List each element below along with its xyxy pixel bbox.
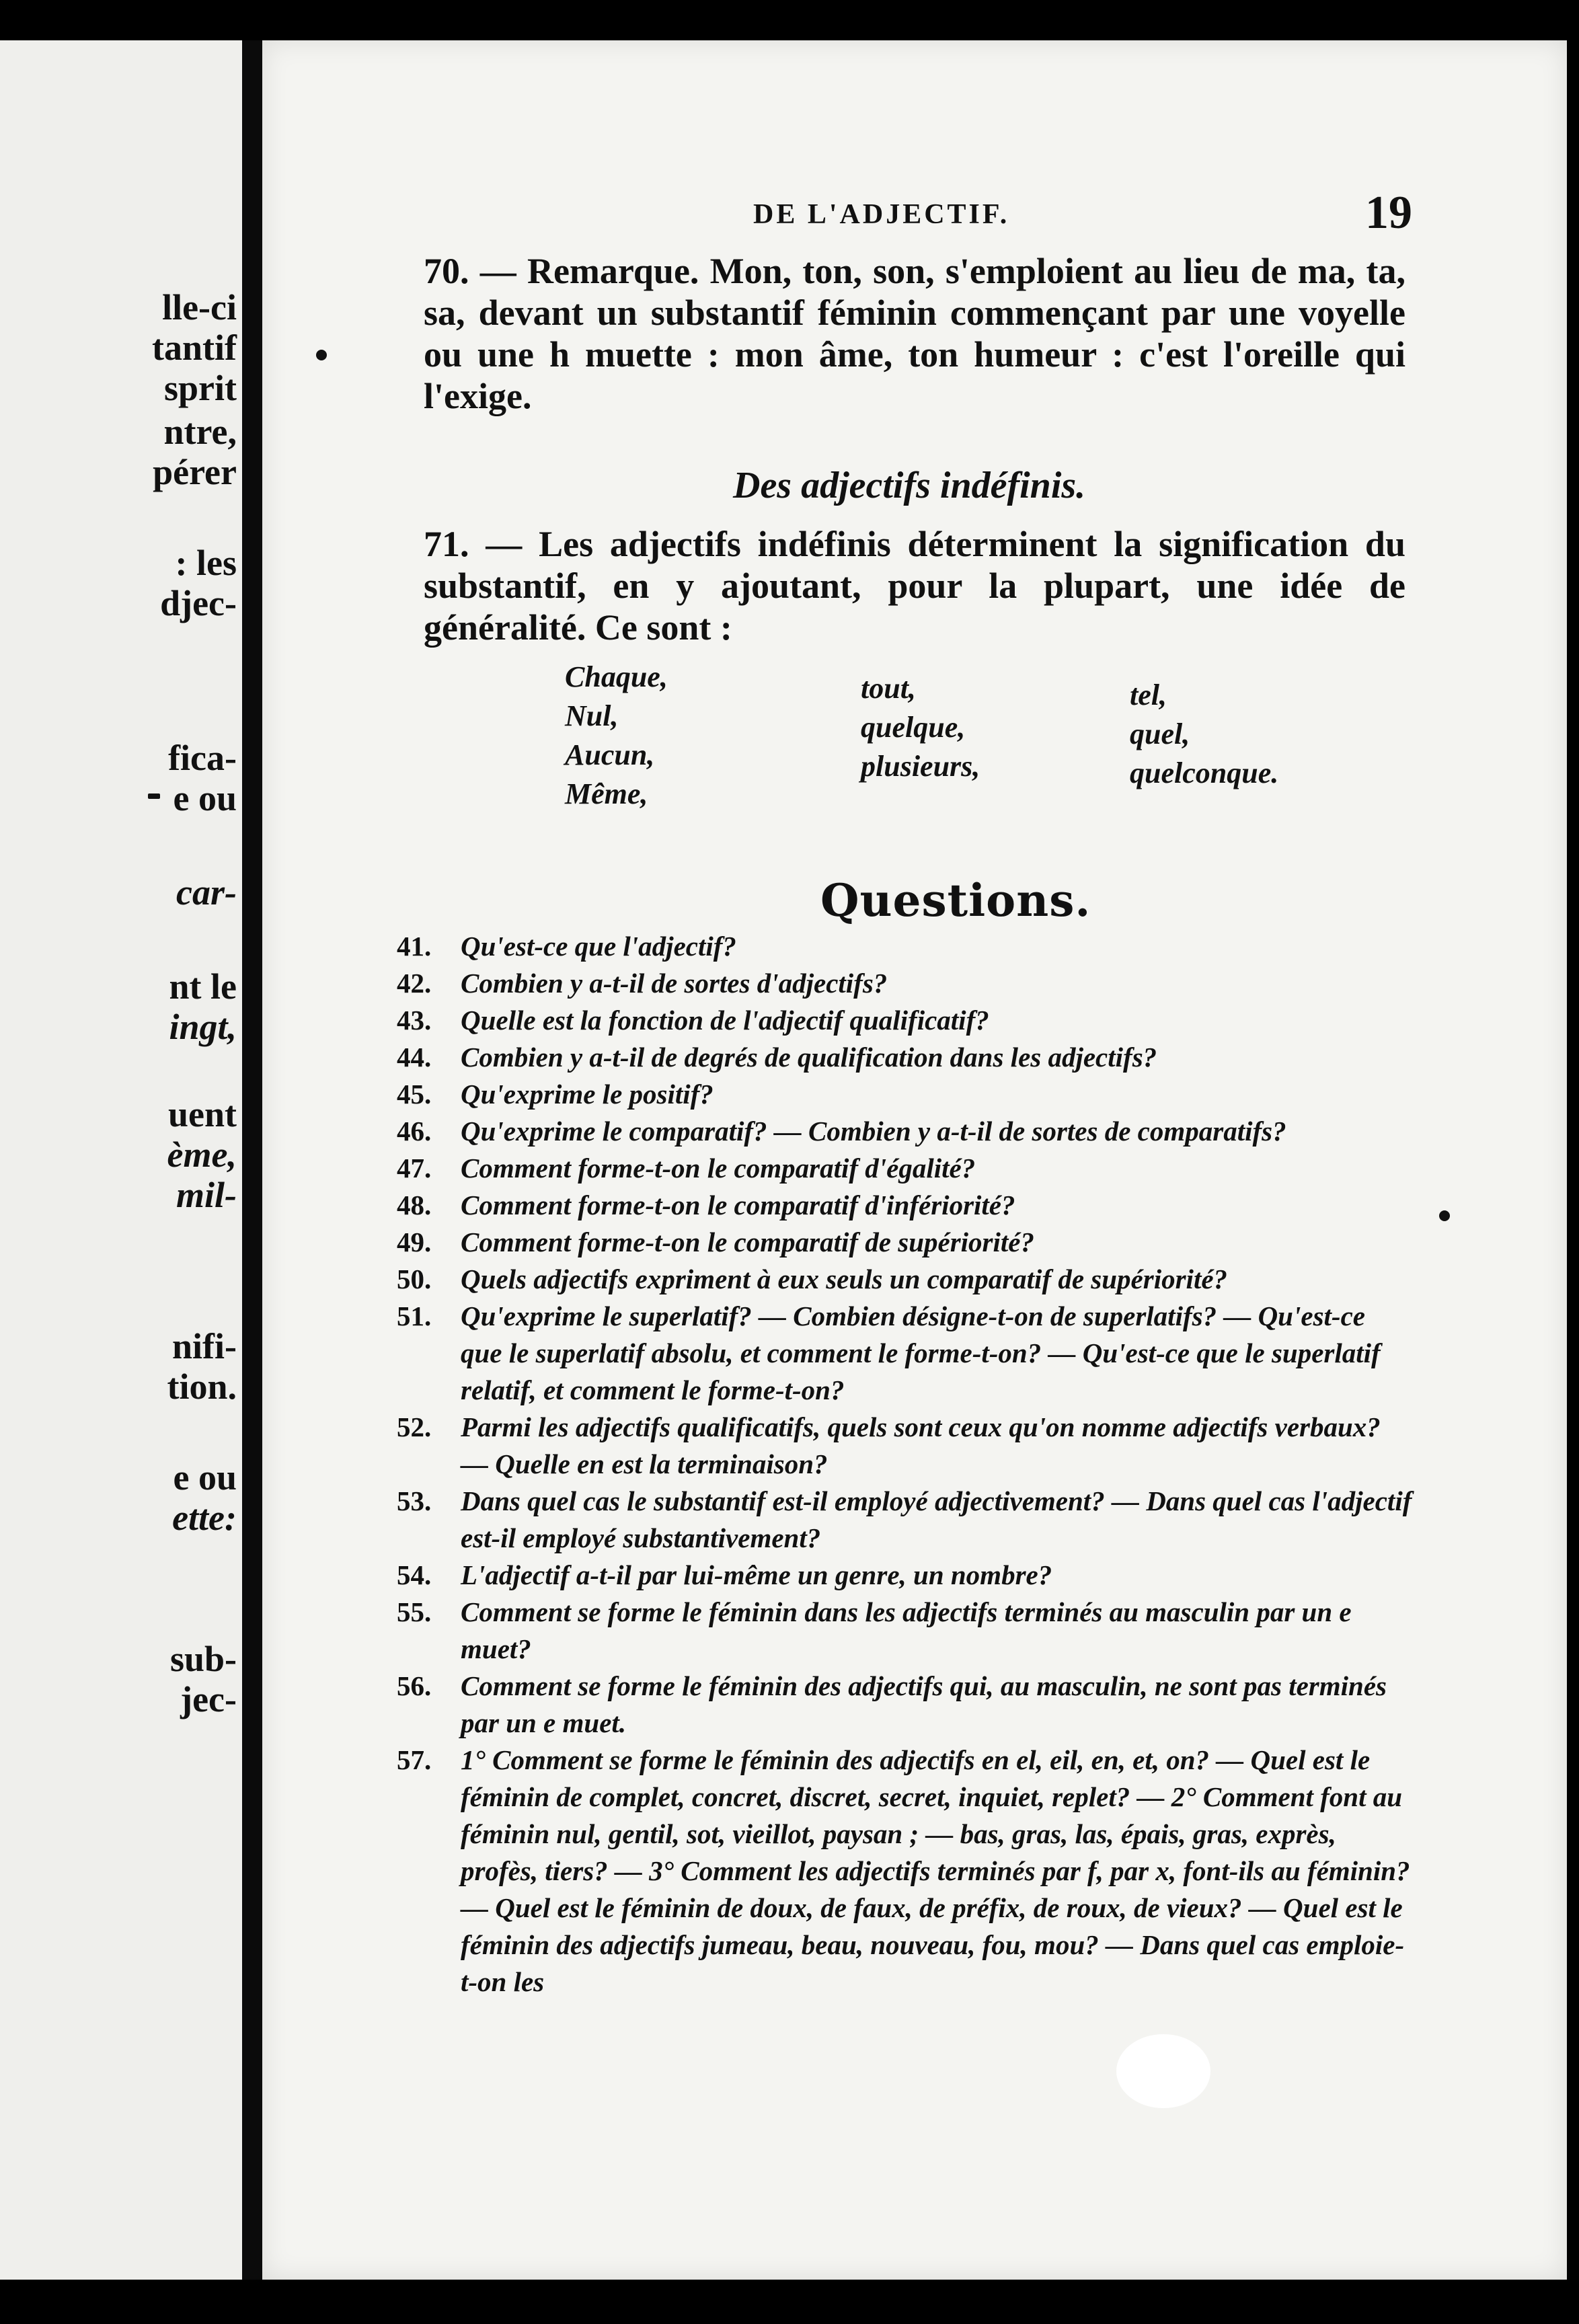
previous-page-fragment: car- bbox=[176, 872, 237, 913]
paragraph-70-text: Mon, ton, son, s'emploient au lieu de ma, ta, sa, devant un substantif féminin commençant par une voyelle ou une h muette : mon âme, ton humeur : c'est l'oreille qui l'exige. bbox=[424, 251, 1405, 416]
question-number: 47. bbox=[397, 1153, 432, 1184]
question-text: Qu'est-ce que l'adjectif? bbox=[461, 931, 736, 962]
previous-page-fragment: e ou bbox=[173, 778, 237, 818]
question-text: 1° Comment se forme le féminin des adjectifs en el, eil, en, et, on? — Quel est le féminin de complet, concret, discret, secret, inquiet, replet? — 2° Comment font au féminin nul, gentil, sot, vieillot, paysan ; — bas, gras, las, épais, gras, exprès, profès, tiers? — 3° Comment les adjectifs terminés par f, par x, font-ils au féminin? — Quel est le féminin de doux, de faux, de préfix, de roux, de vieux? — Quel est le féminin des adjectifs jumeau, beau, nouveau, fou, mou? — Dans quel cas emploie-t-on les bbox=[461, 1744, 1410, 1997]
adjective-item: quelque, bbox=[861, 711, 966, 744]
question-number: 44. bbox=[397, 1042, 432, 1073]
book-gutter bbox=[242, 40, 262, 2280]
question-number: 43. bbox=[397, 1005, 432, 1036]
question-number: 54. bbox=[397, 1559, 432, 1590]
adjective-item: plusieurs, bbox=[861, 750, 980, 783]
adjective-item: quelconque. bbox=[1130, 757, 1279, 789]
question-text: Combien y a-t-il de sortes d'adjectifs? bbox=[461, 968, 888, 999]
questions-heading: Questions. bbox=[820, 874, 1091, 927]
previous-page-fragment: : les bbox=[175, 543, 237, 583]
question-number: 41. bbox=[397, 931, 432, 962]
section-subheading: Des adjectifs indéfinis. bbox=[733, 465, 1086, 506]
page-number: 19 bbox=[1365, 187, 1412, 239]
paragraph-71 bbox=[424, 523, 1405, 648]
running-title: DE L'ADJECTIF. bbox=[753, 199, 1010, 230]
question-number: 57. bbox=[397, 1744, 432, 1775]
question-number: 53. bbox=[397, 1485, 432, 1516]
previous-page-fragment: ntre, bbox=[163, 412, 237, 452]
ink-spot bbox=[1439, 1210, 1450, 1221]
previous-page-fragment: tantif bbox=[152, 327, 237, 368]
question-text: Qu'exprime le superlatif? — Combien désigne-t-on de superlatifs? — Qu'est-ce que le superlatif absolu, et comment le forme-t-on? — Qu'est-ce que le superlatif relatif, et comment le forme-t-on? bbox=[461, 1301, 1381, 1405]
question-text: Comment se forme le féminin dans les adjectifs terminés au masculin par un e muet? bbox=[461, 1596, 1352, 1664]
question-item bbox=[397, 1187, 1412, 1224]
adjective-item: Aucun, bbox=[565, 738, 655, 771]
adjective-column-2 bbox=[861, 669, 980, 786]
question-item bbox=[397, 1742, 1412, 2001]
adjective-item: Chaque, bbox=[565, 660, 668, 693]
question-text: Comment forme-t-on le comparatif de supériorité? bbox=[461, 1227, 1034, 1257]
adjective-item: Même, bbox=[565, 777, 648, 810]
adjective-item: tel, bbox=[1130, 679, 1167, 711]
question-item bbox=[397, 928, 1412, 965]
previous-page-fragment: pérer bbox=[153, 452, 237, 492]
paragraph-71-text: Les adjectifs indéfinis déterminent la signification du substantif, en y ajoutant, pour la plupart, une idée de généralité. Ce sont : bbox=[424, 524, 1405, 648]
question-text: Parmi les adjectifs qualificatifs, quels sont ceux qu'on nomme adjectifs verbaux? — Quelle en est la terminaison? bbox=[461, 1411, 1381, 1479]
paper-stain bbox=[1116, 2034, 1210, 2108]
question-text: Comment forme-t-on le comparatif d'égalité? bbox=[461, 1153, 976, 1184]
question-number: 48. bbox=[397, 1190, 432, 1221]
adjective-item: tout, bbox=[861, 672, 916, 705]
previous-page-fragment: sprit bbox=[164, 368, 237, 408]
question-item bbox=[397, 1594, 1412, 1668]
question-text: Dans quel cas le substantif est-il employé adjectivement? — Dans quel cas l'adjectif est-il employé substantivement? bbox=[461, 1485, 1412, 1553]
previous-page-fragment: fica- bbox=[168, 738, 237, 778]
question-item bbox=[397, 1076, 1412, 1113]
question-number: 42. bbox=[397, 968, 432, 999]
previous-page-fragment: e ou bbox=[173, 1457, 237, 1498]
previous-page-fragment: lle-ci bbox=[162, 287, 237, 327]
previous-page-fragment: sub- bbox=[169, 1639, 237, 1679]
previous-page-fragment: mil- bbox=[176, 1175, 237, 1215]
question-number: 56. bbox=[397, 1670, 432, 1701]
question-number: 49. bbox=[397, 1227, 432, 1257]
question-item bbox=[397, 1298, 1412, 1409]
question-item bbox=[397, 1113, 1412, 1150]
question-number: 46. bbox=[397, 1116, 432, 1147]
ink-spot bbox=[316, 350, 327, 360]
question-number: 55. bbox=[397, 1596, 432, 1627]
previous-page-fragment: ingt, bbox=[169, 1007, 237, 1047]
previous-page-fragment: nt le bbox=[169, 966, 237, 1007]
previous-page-fragment: uent bbox=[167, 1094, 237, 1134]
question-text: Qu'exprime le positif? bbox=[461, 1079, 714, 1110]
scan-border bbox=[0, 2280, 1579, 2324]
question-text: Qu'exprime le comparatif? — Combien y a-t-il de sortes de comparatifs? bbox=[461, 1116, 1286, 1147]
previous-page-strip bbox=[0, 40, 242, 2280]
question-text: Quels adjectifs expriment à eux seuls un comparatif de supériorité? bbox=[461, 1264, 1228, 1294]
question-item bbox=[397, 1483, 1412, 1557]
question-item bbox=[397, 1261, 1412, 1298]
question-text: Comment se forme le féminin des adjectifs qui, au masculin, ne sont pas terminés par un e muet. bbox=[461, 1670, 1387, 1738]
paragraph-70 bbox=[424, 250, 1405, 417]
questions-list bbox=[397, 928, 1412, 2001]
question-number: 51. bbox=[397, 1301, 432, 1331]
adjective-item: quel, bbox=[1130, 718, 1190, 750]
question-number: 52. bbox=[397, 1411, 432, 1442]
question-item bbox=[397, 1039, 1412, 1076]
question-item bbox=[397, 1409, 1412, 1483]
previous-page-fragment: djec- bbox=[160, 583, 237, 623]
previous-page-fragment: tion. bbox=[167, 1366, 237, 1407]
previous-page-fragment: jec- bbox=[180, 1679, 237, 1719]
question-text: Comment forme-t-on le comparatif d'infériorité? bbox=[461, 1190, 1015, 1221]
question-number: 50. bbox=[397, 1264, 432, 1294]
previous-page-fragment: ème, bbox=[167, 1134, 237, 1175]
question-text: L'adjectif a-t-il par lui-même un genre, un nombre? bbox=[461, 1559, 1052, 1590]
previous-page-fragment: nifi- bbox=[171, 1326, 237, 1366]
question-item bbox=[397, 1002, 1412, 1039]
question-number: 45. bbox=[397, 1079, 432, 1110]
paragraph-71-lead: 71. — bbox=[424, 524, 523, 564]
previous-page-fragment: ette: bbox=[172, 1498, 237, 1538]
paragraph-70-lead: 70. — Remarque. bbox=[424, 251, 699, 291]
question-item bbox=[397, 1668, 1412, 1742]
question-item bbox=[397, 1557, 1412, 1594]
question-text: Combien y a-t-il de degrés de qualification dans les adjectifs? bbox=[461, 1042, 1157, 1073]
adjective-item: Nul, bbox=[565, 699, 619, 732]
question-item bbox=[397, 1224, 1412, 1261]
question-item bbox=[397, 965, 1412, 1002]
question-item bbox=[397, 1150, 1412, 1187]
ink-spot bbox=[148, 793, 160, 799]
question-text: Quelle est la fonction de l'adjectif qualificatif? bbox=[461, 1005, 989, 1036]
adjective-column-1 bbox=[565, 658, 668, 814]
adjective-column-3 bbox=[1130, 676, 1278, 793]
